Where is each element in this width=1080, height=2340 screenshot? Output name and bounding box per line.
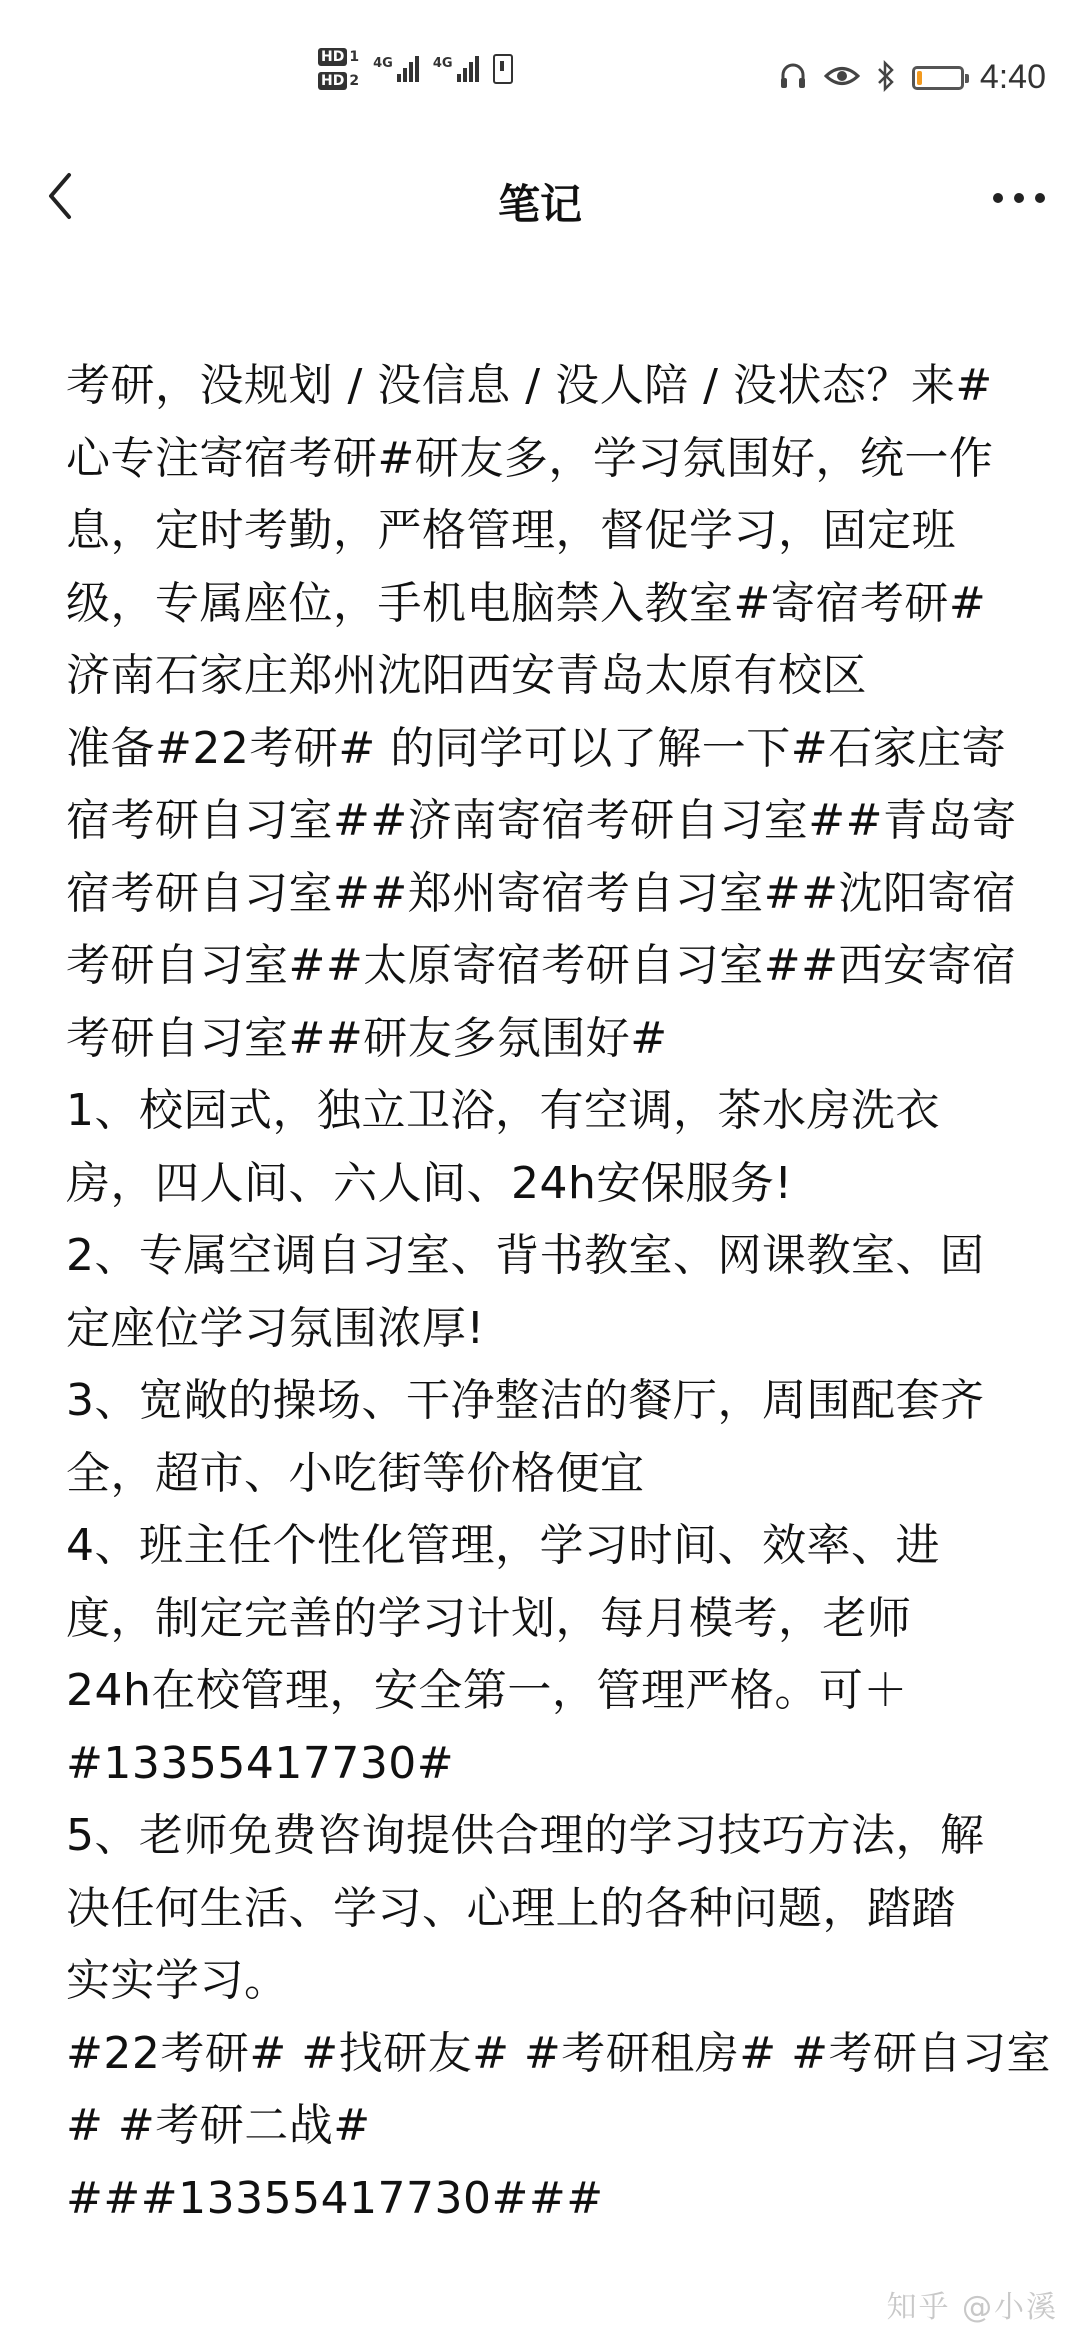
note-line: 心专注寄宿考研#研友多，学习氛围好，统一作 [66,432,994,484]
note-line: 5、老师免费咨询提供合理的学习技巧方法，解 [66,1810,985,1861]
battery-icon [912,66,964,90]
note-line: # #考研二战# [66,2100,371,2151]
note-line: 考研自习室##研友多氛围好# [66,1012,668,1064]
status-time: 4:40 [979,58,1046,96]
signal-bar [463,68,467,82]
hd2-sub: 2 [349,73,360,89]
signal-1-icon [373,56,419,82]
note-line: 考研，没规划 / 没信息 / 没人陪 / 没状态？来# [66,360,993,411]
network-type-2: 4G [432,56,453,71]
note-line: 宿考研自习室##郑州寄宿考自习室##沈阳寄宿 [66,867,1017,919]
note-line: 全，超市、小吃街等价格便宜 [66,1447,645,1499]
eye-icon [824,61,860,95]
note-line: 定座位学习氛围浓厚! [66,1302,485,1354]
more-options-button[interactable] [984,168,1054,228]
note-line: 2、专属空调自习室、背书教室、网课教室、固 [66,1230,985,1281]
note-line: 3、宽敞的操场、干净整洁的餐厅，周围配套齐 [66,1375,985,1426]
sim-card-icon [493,54,513,84]
app-header [0,150,1080,246]
page-title: 笔记 [497,180,582,229]
headphones-icon [778,61,808,95]
note-line: 实实学习。 [66,1955,289,2006]
hd2-label: HD [318,72,347,90]
signal-bar [457,74,461,82]
hd1-indicator [318,48,359,66]
note-line: 准备#22考研# 的同学可以了解一下#石家庄寄 [66,722,1007,774]
signal-bar [469,62,473,82]
note-line: 房，四人间、六人间、24h安保服务! [66,1157,793,1209]
note-line: ###13355417730### [66,2172,604,2224]
network-type-1: 4G [373,56,393,71]
signal-bar [403,68,407,82]
note-line: 24h在校管理，安全第一，管理严格。可＋ [66,1665,908,1716]
signal-2-icon [433,56,479,82]
signal-bar [475,56,479,82]
hd-indicators [318,48,359,90]
note-line: 度，制定完善的学习计划，每月模考，老师 [66,1592,912,1644]
hd1-sub: 1 [349,49,360,65]
more-horizontal-icon [992,189,1046,208]
note-line: #22考研# #找研友# #考研租房# #考研自习室 [66,2027,1052,2079]
note-line: 息，定时考勤，严格管理，督促学习，固定班 [66,505,956,556]
hd2-indicator [318,72,359,90]
note-line: 1、校园式，独立卫浴，有空调，茶水房洗衣 [66,1085,940,1136]
status-bar [0,0,1080,150]
note-line: #13355417730# [66,1737,455,1789]
signal-bar [397,74,401,82]
note-line: 宿考研自习室##济南寄宿考研自习室##青岛寄 [66,795,1017,846]
hd1-label: HD [318,48,347,66]
signal-bar [409,62,413,82]
note-line: 济南石家庄郑州沈阳西安青岛太原有校区 [66,650,867,701]
watermark: 知乎 @小溪 [886,2290,1058,2325]
bluetooth-icon [876,60,896,96]
note-line: 考研自习室##太原寄宿考研自习室##西安寄宿 [66,940,1017,991]
note-body [66,350,1052,2235]
note-line: 4、班主任个性化管理，学习时间、效率、进 [66,1520,940,1571]
battery-level [917,71,922,85]
signal-bar [415,56,419,82]
note-line: 级，专属座位，手机电脑禁入教室#寄宿考研# [66,577,987,629]
status-left-group [318,48,513,90]
status-right-group [778,58,1046,97]
note-line: 决任何生活、学习、心理上的各种问题，踏踏 [66,1882,956,1934]
